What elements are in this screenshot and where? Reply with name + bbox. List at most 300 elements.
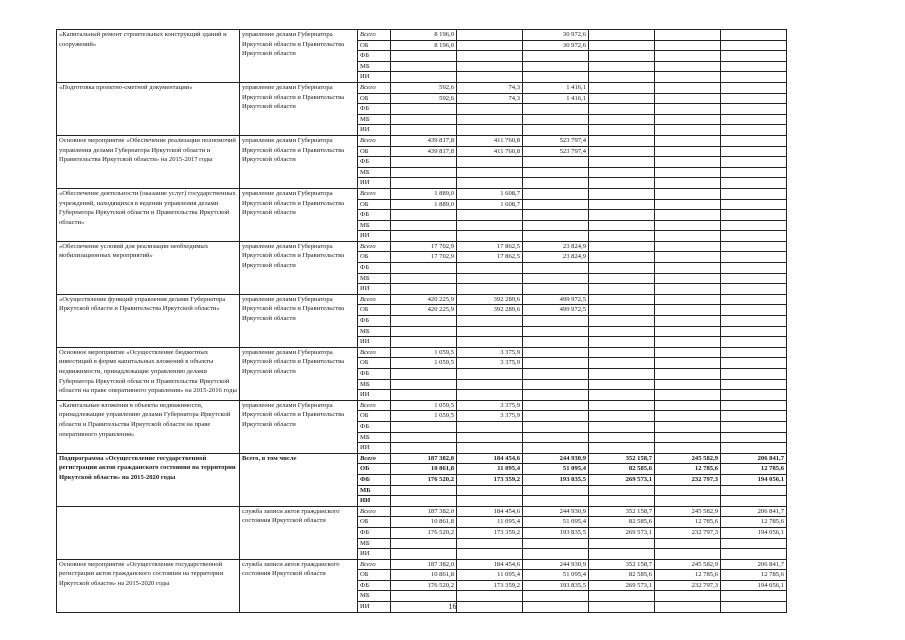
amount-cell bbox=[589, 284, 655, 295]
funding-source: ОБ bbox=[358, 517, 391, 528]
table-row bbox=[57, 241, 787, 252]
funding-source: МБ bbox=[358, 591, 391, 602]
amount-cell bbox=[457, 443, 523, 454]
amount-cell: 10 861,8 bbox=[391, 517, 457, 528]
amount-cell bbox=[391, 273, 457, 284]
amount-cell bbox=[457, 538, 523, 549]
amount-cell bbox=[589, 379, 655, 390]
amount-cell bbox=[457, 61, 523, 72]
amount-cell bbox=[655, 400, 721, 411]
amount-cell bbox=[655, 369, 721, 380]
amount-cell: 245 582,9 bbox=[655, 559, 721, 570]
amount-cell: 420 225,9 bbox=[391, 305, 457, 316]
amount-cell: 499 972,5 bbox=[523, 294, 589, 305]
amount-cell bbox=[457, 178, 523, 189]
amount-cell: 420 225,9 bbox=[391, 294, 457, 305]
amount-cell bbox=[523, 125, 589, 136]
amount-cell bbox=[523, 51, 589, 62]
amount-cell bbox=[523, 188, 589, 199]
amount-cell bbox=[457, 263, 523, 274]
amount-cell bbox=[589, 294, 655, 305]
amount-cell: 1 059,5 bbox=[391, 400, 457, 411]
amount-cell bbox=[589, 61, 655, 72]
amount-cell bbox=[391, 72, 457, 83]
table-row bbox=[57, 30, 787, 41]
amount-cell bbox=[589, 40, 655, 51]
amount-cell bbox=[655, 61, 721, 72]
amount-cell bbox=[589, 411, 655, 422]
amount-cell bbox=[457, 390, 523, 401]
amount-cell bbox=[589, 146, 655, 157]
amount-cell: 1 059,5 bbox=[391, 358, 457, 369]
funding-source: Всего bbox=[358, 347, 391, 358]
funding-source: ОБ bbox=[358, 93, 391, 104]
funding-source: МБ bbox=[358, 114, 391, 125]
executor: управление делами Губернатора Иркутской области и Правительства Иркутской области bbox=[240, 241, 358, 294]
amount-cell bbox=[457, 125, 523, 136]
amount-cell bbox=[391, 337, 457, 348]
activity-name: «Обеспечение деятельности (оказание услуг) государственных учреждений, находящихся в ведении управления делами Губернатора Иркутской области и Правительства Иркутской области» bbox=[57, 188, 240, 241]
amount-cell: 23 824,9 bbox=[523, 241, 589, 252]
amount-cell bbox=[655, 549, 721, 560]
funding-source: ИИ bbox=[358, 549, 391, 560]
amount-cell bbox=[655, 231, 721, 242]
amount-cell bbox=[457, 72, 523, 83]
amount-cell bbox=[457, 337, 523, 348]
amount-cell bbox=[589, 591, 655, 602]
amount-cell: 232 797,3 bbox=[655, 580, 721, 591]
amount-cell: 17 862,5 bbox=[457, 252, 523, 263]
amount-cell bbox=[523, 591, 589, 602]
amount-cell bbox=[721, 421, 787, 432]
funding-source: ИИ bbox=[358, 496, 391, 507]
amount-cell bbox=[523, 379, 589, 390]
amount-cell: 1 416,1 bbox=[523, 93, 589, 104]
amount-cell bbox=[391, 485, 457, 496]
amount-cell bbox=[721, 305, 787, 316]
amount-cell: 194 056,1 bbox=[721, 474, 787, 485]
amount-cell bbox=[391, 104, 457, 115]
amount-cell: 23 824,9 bbox=[523, 252, 589, 263]
amount-cell: 12 785,6 bbox=[655, 570, 721, 581]
table-row bbox=[57, 347, 787, 358]
amount-cell: 245 582,9 bbox=[655, 506, 721, 517]
amount-cell: 592,6 bbox=[391, 82, 457, 93]
amount-cell: 17 702,9 bbox=[391, 241, 457, 252]
amount-cell: 3 375,9 bbox=[457, 400, 523, 411]
amount-cell bbox=[655, 347, 721, 358]
amount-cell bbox=[523, 432, 589, 443]
amount-cell bbox=[589, 210, 655, 221]
amount-cell bbox=[655, 358, 721, 369]
funding-source: ФБ bbox=[358, 369, 391, 380]
amount-cell bbox=[655, 305, 721, 316]
amount-cell: 193 835,5 bbox=[523, 580, 589, 591]
amount-cell bbox=[391, 125, 457, 136]
amount-cell bbox=[721, 146, 787, 157]
amount-cell bbox=[391, 210, 457, 221]
amount-cell bbox=[391, 114, 457, 125]
amount-cell bbox=[589, 125, 655, 136]
amount-cell: 232 797,3 bbox=[655, 527, 721, 538]
amount-cell bbox=[721, 199, 787, 210]
amount-cell bbox=[589, 358, 655, 369]
amount-cell: 193 835,5 bbox=[523, 474, 589, 485]
amount-cell: 206 841,7 bbox=[721, 559, 787, 570]
amount-cell: 206 841,7 bbox=[721, 453, 787, 464]
amount-cell bbox=[589, 93, 655, 104]
amount-cell: 411 760,8 bbox=[457, 135, 523, 146]
amount-cell bbox=[457, 379, 523, 390]
activity-name: «Обеспечение условий для реализации необходимых мобилизационных мероприятий» bbox=[57, 241, 240, 294]
funding-source: ФБ bbox=[358, 51, 391, 62]
amount-cell bbox=[655, 284, 721, 295]
amount-cell: 11 095,4 bbox=[457, 464, 523, 475]
amount-cell bbox=[721, 263, 787, 274]
amount-cell bbox=[523, 411, 589, 422]
funding-source: ОБ bbox=[358, 199, 391, 210]
funding-source: МБ bbox=[358, 485, 391, 496]
amount-cell: 184 454,6 bbox=[457, 506, 523, 517]
executor: управление делами Губернатора Иркутской области и Правительства Иркутской области bbox=[240, 135, 358, 188]
amount-cell bbox=[721, 157, 787, 168]
amount-cell bbox=[655, 188, 721, 199]
amount-cell bbox=[391, 284, 457, 295]
executor: управление делами Губернатора Иркутской области и Правительства Иркутской области bbox=[240, 82, 358, 135]
amount-cell bbox=[457, 231, 523, 242]
amount-cell bbox=[391, 157, 457, 168]
amount-cell bbox=[721, 241, 787, 252]
amount-cell bbox=[655, 114, 721, 125]
amount-cell bbox=[457, 369, 523, 380]
amount-cell bbox=[589, 51, 655, 62]
funding-source: МБ bbox=[358, 379, 391, 390]
amount-cell bbox=[457, 273, 523, 284]
amount-cell: 8 196,0 bbox=[391, 30, 457, 41]
amount-cell bbox=[589, 220, 655, 231]
amount-cell bbox=[721, 591, 787, 602]
amount-cell: 187 382,0 bbox=[391, 506, 457, 517]
amount-cell bbox=[589, 263, 655, 274]
amount-cell bbox=[457, 326, 523, 337]
amount-cell: 244 930,9 bbox=[523, 453, 589, 464]
amount-cell: 1 889,0 bbox=[391, 188, 457, 199]
amount-cell bbox=[655, 167, 721, 178]
funding-source: Всего bbox=[358, 30, 391, 41]
executor: Всего, в том числе bbox=[240, 453, 358, 506]
amount-cell bbox=[523, 104, 589, 115]
executor: управление делами Губернатора Иркутской области и Правительства Иркутской области bbox=[240, 188, 358, 241]
funding-source: ОБ bbox=[358, 305, 391, 316]
amount-cell bbox=[391, 220, 457, 231]
amount-cell bbox=[523, 231, 589, 242]
amount-cell bbox=[721, 337, 787, 348]
funding-source: ОБ bbox=[358, 146, 391, 157]
amount-cell bbox=[721, 294, 787, 305]
amount-cell bbox=[523, 273, 589, 284]
funding-source: ИИ bbox=[358, 390, 391, 401]
amount-cell bbox=[523, 316, 589, 327]
amount-cell: 523 797,4 bbox=[523, 146, 589, 157]
funding-source: ОБ bbox=[358, 358, 391, 369]
amount-cell: 30 972,6 bbox=[523, 30, 589, 41]
amount-cell: 392 289,6 bbox=[457, 305, 523, 316]
amount-cell bbox=[589, 485, 655, 496]
amount-cell bbox=[721, 284, 787, 295]
amount-cell bbox=[655, 390, 721, 401]
amount-cell: 82 585,6 bbox=[589, 570, 655, 581]
funding-source: ФБ bbox=[358, 157, 391, 168]
activity-name bbox=[57, 506, 240, 559]
amount-cell: 269 573,1 bbox=[589, 527, 655, 538]
amount-cell bbox=[457, 40, 523, 51]
amount-cell bbox=[655, 538, 721, 549]
amount-cell: 244 930,9 bbox=[523, 559, 589, 570]
table-row bbox=[57, 188, 787, 199]
funding-source: МБ bbox=[358, 273, 391, 284]
amount-cell bbox=[721, 188, 787, 199]
amount-cell: 1 608,7 bbox=[457, 188, 523, 199]
amount-cell bbox=[589, 157, 655, 168]
amount-cell: 439 817,8 bbox=[391, 135, 457, 146]
amount-cell: 10 861,8 bbox=[391, 464, 457, 475]
amount-cell bbox=[721, 358, 787, 369]
amount-cell bbox=[457, 30, 523, 41]
amount-cell: 17 862,5 bbox=[457, 241, 523, 252]
amount-cell bbox=[523, 72, 589, 83]
amount-cell: 352 158,7 bbox=[589, 559, 655, 570]
amount-cell bbox=[523, 337, 589, 348]
funding-source: МБ bbox=[358, 167, 391, 178]
amount-cell bbox=[655, 252, 721, 263]
amount-cell bbox=[589, 82, 655, 93]
funding-source: МБ bbox=[358, 432, 391, 443]
amount-cell bbox=[721, 210, 787, 221]
executor: управление делами Губернатора Иркутской области и Правительства Иркутской области bbox=[240, 400, 358, 453]
amount-cell bbox=[523, 496, 589, 507]
amount-cell bbox=[655, 294, 721, 305]
amount-cell bbox=[721, 72, 787, 83]
amount-cell bbox=[457, 485, 523, 496]
amount-cell bbox=[523, 347, 589, 358]
amount-cell: 245 582,9 bbox=[655, 453, 721, 464]
amount-cell: 411 760,8 bbox=[457, 146, 523, 157]
amount-cell bbox=[391, 178, 457, 189]
amount-cell bbox=[589, 167, 655, 178]
amount-cell bbox=[655, 93, 721, 104]
amount-cell bbox=[457, 104, 523, 115]
amount-cell bbox=[721, 51, 787, 62]
amount-cell: 8 196,0 bbox=[391, 40, 457, 51]
amount-cell: 173 359,2 bbox=[457, 527, 523, 538]
amount-cell: 1 608,7 bbox=[457, 199, 523, 210]
amount-cell bbox=[391, 167, 457, 178]
amount-cell: 184 454,6 bbox=[457, 453, 523, 464]
amount-cell bbox=[457, 284, 523, 295]
amount-cell: 1 416,1 bbox=[523, 82, 589, 93]
budget-table bbox=[56, 29, 787, 613]
page-number: 16 bbox=[448, 602, 457, 611]
amount-cell bbox=[589, 390, 655, 401]
amount-cell bbox=[721, 220, 787, 231]
amount-cell bbox=[589, 114, 655, 125]
amount-cell bbox=[391, 549, 457, 560]
amount-cell bbox=[721, 443, 787, 454]
amount-cell bbox=[589, 400, 655, 411]
amount-cell bbox=[655, 263, 721, 274]
amount-cell bbox=[391, 379, 457, 390]
amount-cell bbox=[655, 51, 721, 62]
funding-source: Всего bbox=[358, 400, 391, 411]
amount-cell bbox=[391, 591, 457, 602]
funding-source: ФБ bbox=[358, 421, 391, 432]
amount-cell bbox=[589, 188, 655, 199]
amount-cell bbox=[721, 390, 787, 401]
activity-name: «Капитальные вложения в объекты недвижимости, принадлежащие управлению делами Губернатора Иркутской области и Правительства Иркутской области на праве оперативного управления» bbox=[57, 400, 240, 453]
amount-cell: 82 585,6 bbox=[589, 464, 655, 475]
amount-cell bbox=[721, 178, 787, 189]
amount-cell bbox=[655, 40, 721, 51]
activity-name: Основное мероприятие «Обеспечение реализации полномочий управления делами Губернатора Иркутской области и Правительства Иркутской области» на 2015-2017 годы bbox=[57, 135, 240, 188]
amount-cell bbox=[589, 347, 655, 358]
amount-cell bbox=[721, 400, 787, 411]
amount-cell bbox=[589, 72, 655, 83]
funding-source: ФБ bbox=[358, 210, 391, 221]
amount-cell bbox=[655, 199, 721, 210]
amount-cell bbox=[523, 284, 589, 295]
amount-cell bbox=[391, 390, 457, 401]
funding-source: МБ bbox=[358, 61, 391, 72]
amount-cell bbox=[457, 591, 523, 602]
amount-cell: 392 289,6 bbox=[457, 294, 523, 305]
amount-cell bbox=[655, 72, 721, 83]
funding-source: ФБ bbox=[358, 263, 391, 274]
amount-cell bbox=[391, 263, 457, 274]
executor: служба записи актов гражданского состояния Иркутской области bbox=[240, 506, 358, 559]
amount-cell bbox=[655, 421, 721, 432]
amount-cell: 187 382,0 bbox=[391, 453, 457, 464]
amount-cell: 1 889,0 bbox=[391, 199, 457, 210]
amount-cell bbox=[655, 485, 721, 496]
amount-cell bbox=[523, 220, 589, 231]
activity-name: «Подготовка проектно-сметной документации» bbox=[57, 82, 240, 135]
amount-cell bbox=[655, 135, 721, 146]
amount-cell bbox=[721, 231, 787, 242]
amount-cell bbox=[655, 337, 721, 348]
amount-cell bbox=[391, 231, 457, 242]
amount-cell: 51 095,4 bbox=[523, 570, 589, 581]
amount-cell bbox=[655, 82, 721, 93]
amount-cell bbox=[391, 61, 457, 72]
funding-source: ОБ bbox=[358, 464, 391, 475]
funding-source: Всего bbox=[358, 82, 391, 93]
amount-cell bbox=[523, 358, 589, 369]
amount-cell: 10 861,8 bbox=[391, 570, 457, 581]
amount-cell bbox=[523, 538, 589, 549]
amount-cell: 269 573,1 bbox=[589, 474, 655, 485]
amount-cell: 3 375,9 bbox=[457, 347, 523, 358]
amount-cell: 173 359,2 bbox=[457, 580, 523, 591]
amount-cell bbox=[655, 411, 721, 422]
amount-cell bbox=[457, 167, 523, 178]
amount-cell: 244 930,9 bbox=[523, 506, 589, 517]
amount-cell bbox=[721, 114, 787, 125]
amount-cell bbox=[721, 538, 787, 549]
amount-cell bbox=[655, 125, 721, 136]
amount-cell bbox=[391, 369, 457, 380]
amount-cell bbox=[391, 51, 457, 62]
executor: управление делами Губернатора Иркутской области и Правительства Иркутской области bbox=[240, 30, 358, 83]
amount-cell bbox=[589, 369, 655, 380]
amount-cell: 523 797,4 bbox=[523, 135, 589, 146]
amount-cell: 11 095,4 bbox=[457, 570, 523, 581]
activity-name: «Осуществление функций управления делами Губернатора Иркутской области и Правительства Иркутской области» bbox=[57, 294, 240, 347]
amount-cell: 17 702,9 bbox=[391, 252, 457, 263]
funding-source: ИИ bbox=[358, 72, 391, 83]
amount-cell bbox=[589, 305, 655, 316]
amount-cell: 176 520,2 bbox=[391, 580, 457, 591]
amount-cell bbox=[721, 40, 787, 51]
amount-cell bbox=[589, 443, 655, 454]
amount-cell bbox=[391, 316, 457, 327]
amount-cell bbox=[721, 379, 787, 390]
amount-cell bbox=[589, 199, 655, 210]
amount-cell bbox=[589, 421, 655, 432]
amount-cell bbox=[523, 400, 589, 411]
funding-source: Всего bbox=[358, 506, 391, 517]
amount-cell bbox=[721, 411, 787, 422]
amount-cell bbox=[721, 432, 787, 443]
activity-name: Подпрограмма «Осуществление государственной регистрации актов гражданского состояния на территории Иркутской области» на 2015-2020 годы bbox=[57, 453, 240, 506]
amount-cell: 439 817,8 bbox=[391, 146, 457, 157]
table-row bbox=[57, 135, 787, 146]
amount-cell: 12 785,6 bbox=[721, 570, 787, 581]
amount-cell bbox=[721, 485, 787, 496]
funding-source: ОБ bbox=[358, 570, 391, 581]
funding-source: МБ bbox=[358, 220, 391, 231]
amount-cell bbox=[655, 157, 721, 168]
funding-source: Всего bbox=[358, 135, 391, 146]
amount-cell bbox=[391, 496, 457, 507]
amount-cell bbox=[655, 273, 721, 284]
funding-source: Всего bbox=[358, 453, 391, 464]
amount-cell bbox=[655, 178, 721, 189]
amount-cell bbox=[721, 125, 787, 136]
amount-cell bbox=[589, 178, 655, 189]
amount-cell bbox=[655, 220, 721, 231]
table-row bbox=[57, 506, 787, 517]
amount-cell bbox=[721, 252, 787, 263]
amount-cell bbox=[457, 114, 523, 125]
amount-cell bbox=[589, 432, 655, 443]
amount-cell bbox=[523, 263, 589, 274]
amount-cell bbox=[391, 538, 457, 549]
funding-source: ФБ bbox=[358, 580, 391, 591]
funding-source: ФБ bbox=[358, 527, 391, 538]
amount-cell bbox=[523, 167, 589, 178]
amount-cell bbox=[457, 432, 523, 443]
amount-cell bbox=[589, 104, 655, 115]
funding-source: Всего bbox=[358, 188, 391, 199]
amount-cell bbox=[655, 241, 721, 252]
amount-cell bbox=[589, 273, 655, 284]
amount-cell: 592,6 bbox=[391, 93, 457, 104]
amount-cell bbox=[721, 30, 787, 41]
amount-cell bbox=[721, 167, 787, 178]
funding-source: ОБ bbox=[358, 411, 391, 422]
amount-cell bbox=[589, 231, 655, 242]
amount-cell bbox=[523, 390, 589, 401]
